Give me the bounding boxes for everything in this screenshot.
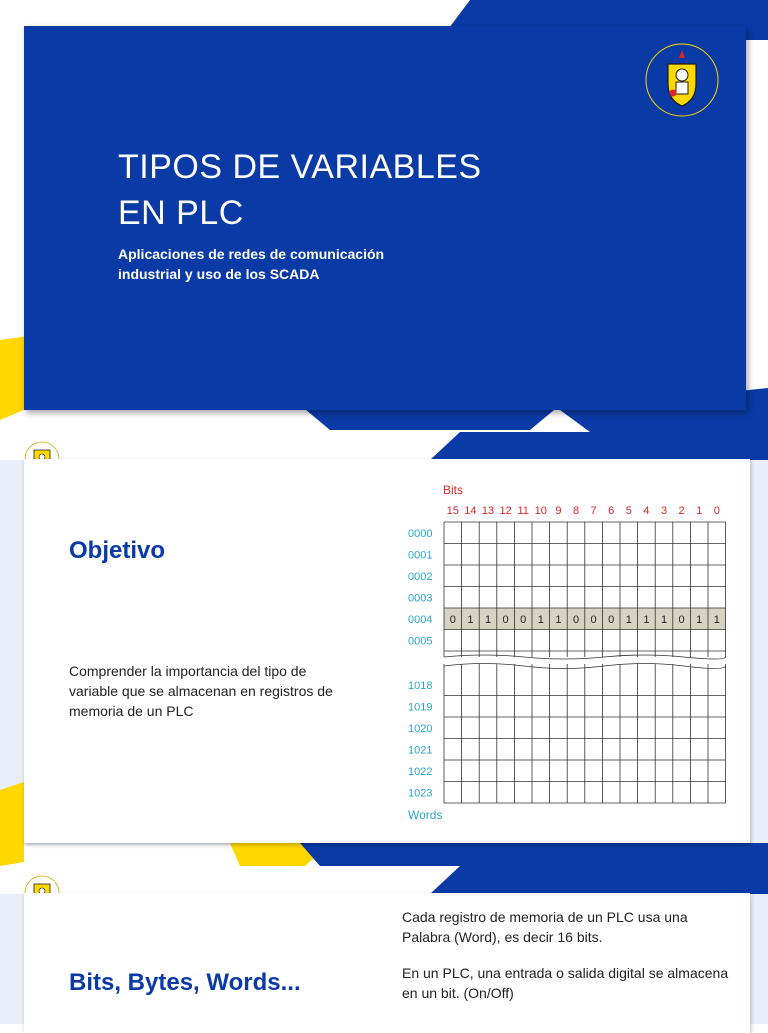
objective-slide [24,459,750,843]
bit-index-label: 0 [713,505,720,517]
bit-value: 0 [678,613,685,626]
word-address-label: 0004 [408,613,433,626]
bits-label: Bits [443,483,464,497]
bit-index-label: 9 [555,505,562,517]
word-address-label: 0001 [408,549,433,562]
bit-value: 0 [572,613,580,626]
bit-index-label: 6 [608,505,615,517]
words-label: Words [408,808,443,822]
slide-subtitle: Aplicaciones de redes de comunicación industrial y uso de los SCADA [118,246,385,282]
register-word-text: Cada registro de memoria de un PLC usa una Palabra (Word), es decir 16 bits. [402,909,688,945]
bit-value: 1 [696,613,703,626]
bit-index-label: 4 [643,505,650,517]
bits-bytes-words-slide [24,893,750,1033]
bit-index-label: 15 [446,505,459,517]
bit-index-label: 1 [696,505,703,517]
word-address-label: 1020 [408,722,433,735]
word-address-label: 0005 [408,635,433,648]
word-address-label: 1021 [408,744,433,757]
bit-value: 1 [467,613,474,626]
bit-index-row [447,505,720,517]
university-logo-icon [642,40,722,120]
word-address-label: 0002 [408,570,433,583]
bit-index-label: 7 [590,505,597,517]
word-address-label: 1019 [408,701,433,714]
bit-index-label: 13 [481,505,495,517]
memory-grid [444,522,726,803]
bit-index-label: 2 [678,505,685,517]
objective-heading: Objetivo [69,537,166,564]
word-address-label: 1023 [408,787,433,800]
bit-index-label: 14 [464,505,477,517]
digital-io-bit-text: En un PLC, una entrada o salida digital se almacena en un bit. (On/Off) [402,965,729,1001]
bit-value: 0 [520,613,527,626]
bit-value: 1 [625,613,632,626]
word-address-labels [408,528,432,800]
bit-index-label: 8 [572,505,580,517]
objective-text: Comprender la importancia del tipo de variable que se almacenan en registros de memoria de un PLC [69,663,333,719]
bits-bytes-words-heading: Bits, Bytes, Words... [69,969,301,996]
slide-title: TIPOS DE VARIABLES EN PLC [118,148,482,232]
bit-value: 1 [660,613,668,626]
bit-index-label: 3 [660,505,668,517]
bit-value: 0 [449,613,456,626]
bit-index-label: 5 [625,505,632,517]
bit-index-label: 11 [517,505,529,517]
title-slide [24,26,746,410]
bit-index-label: 12 [499,505,512,517]
bit-value: 0 [590,613,597,626]
bit-index-label: 10 [534,505,547,517]
bit-value: 1 [713,613,720,626]
bit-value: 0 [608,613,615,626]
bit-value: 1 [643,613,650,626]
bit-value: 1 [537,613,544,626]
memory-register-diagram [24,459,750,843]
word-address-label: 0003 [408,592,433,605]
bit-value: 1 [555,613,562,626]
bit-value: 1 [484,613,492,626]
bit-value: 0 [502,613,509,626]
word-address-label: 0000 [408,527,433,540]
word-address-label: 1022 [408,765,433,778]
word-address-label: 1018 [408,679,433,692]
